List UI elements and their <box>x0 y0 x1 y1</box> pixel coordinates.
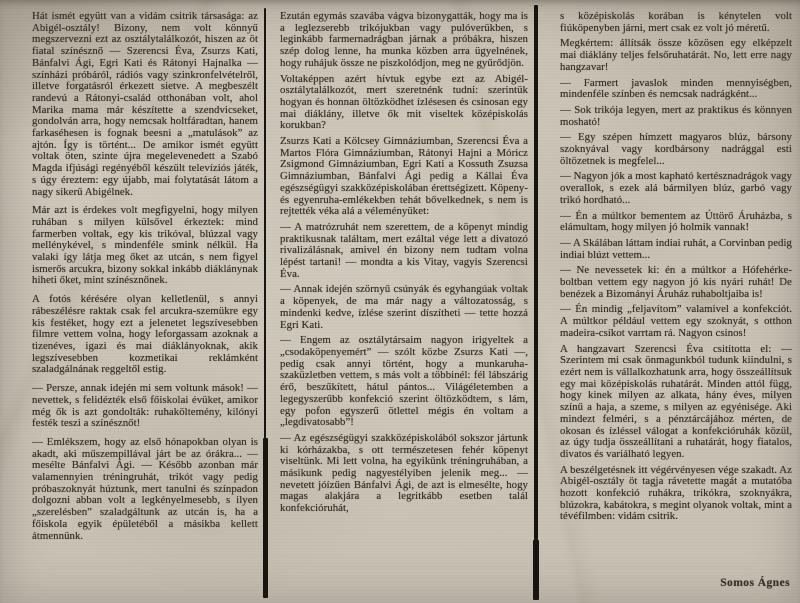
article-paragraph: Ezután egymás szavába vágva bizonygatták, hogy ma is a leglezserebb trikójukban vagy pulóverükben, s leginkább farmernadrágban járnak a próbákra, hiszen szép dolog lenne, ha munka közben arra ügyelnének, hogy ruhájuk össze ne piszkolódjon, meg ne gyűrődjön. <box>280 11 528 69</box>
column-divider-rule-2-thick <box>533 540 539 600</box>
article-paragraph: A hangzavart Szerencsi Éva csitította el: — Szerintem mi csak önmagunkból tudunk kiindulni, s ezért nem is vállalkozhatunk arra, hogy összeállítsuk egy mai középiskolás ruhatárát. Minden attól függ, hogy kinek milyen az alkata, hány éves, milyen színű a haja, a szeme, s milyen az egyénisége. Aki mindezt felméri, s a pénztárcájához mérten, de okosan és ízléssel válogat a konfekcióruhák közül, az úgy tudja összeállítani a ruhatárát, hogy fiatalos, divatos és variálható legyen. <box>560 342 792 460</box>
article-paragraph: — Nagyon jók a most kapható kertésznadrágok vagy overallok, s ezek alá bármilyen blúz, garbó vagy trikó hordható... <box>560 170 792 206</box>
article-paragraph: A beszélgetésnek itt végérvényesen vége szakadt. Az Abigél-osztály öt tagja rávetette magát a mutatóba hozott konfekció ruhákra, trikókra, szoknyákra, blúzokra, kabátokra, s megint olyanok voltak, mint a tévéfilmben: vidám csitrik. <box>560 463 792 523</box>
byline-author: Somos Ágnes <box>720 576 790 589</box>
article-paragraph: — Farmert javaslok minden mennyiségben, mindenféle színben és nemcsak nadrágként... <box>560 76 792 101</box>
article-paragraph: — Az egészségügyi szakközépiskolából sokszor jártunk ki kórházakba, s ott természetesen fehér köpenyt viseltünk. Mi lett volna, ha egyikünk tréningruhában, a másikunk pedig nagyestélyiben jelenik meg... — nevetett jóízűen Bánfalvi Ági, de azt is elmesélte, hogy magas alakjára a legritkább esetben talál konfekcióruhát, <box>280 431 528 515</box>
article-column-3 <box>560 11 792 603</box>
article-paragraph: Voltaképpen azért hívtuk egybe ezt az Abigél-osztálytalálkozót, mert szeretnénk tudni: szerintük hogyan és honnan öltözködhet ízlésesen és csinosan egy mai diáklány, illetve ők mit viseltek középiskolás korukban? <box>280 72 528 132</box>
article-paragraph: — Én mindig „feljavítom” valamivel a konfekciót. A múltkor például vettem egy szoknyát, s otthon madeira-csíkot varrtam rá. Nagyon csinos! <box>560 303 792 339</box>
column-divider-rule-1-thick <box>263 438 268 598</box>
article-paragraph: — A matrózruhát nem szerettem, de a köpenyt mindig praktikusnak találtam, mert ezáltal vége lett a divatozó rivalizálásnak, amivel én bizony nem tudtam volna lépést tartani! — mondta a kis Vitay, vagyis Szerencsi Éva. <box>280 220 528 280</box>
article-paragraph: Hát ismét együtt van a vidám csitrik társasága: az Abigél-osztály! Bizony, nem volt könnyű megszervezni ezt az osztálytalálkozót, hiszen az öt fiatal színésznő — Szerencsi Éva, Zsurzs Kati, Bánfalvi Ági, Egri Kati és Rátonyi Hajnalka — színházi próbáról, rádiós vagy szinkronfelvételről, illetve forgatásról érkezett sietve. A megbeszélt randevú a Rátonyi-család otthonában volt, ahol Marika mama már készítette a szendvicseket, gondolván arra, hogy nemcsak holtfáradtan, hanem farkaséhesen is fognak beesni a „matulások” az ajtón. Így is történt... De amikor ismét együtt voltak öten, szinte újra megelevenedett a Szabó Magda ifjúsági regényéből készült televíziós játék, s úgy éreztem: egy újabb, mai folytatását látom a nagy sikerű Abigélnek. <box>32 11 258 198</box>
article-paragraph: — Persze, annak idején mi sem voltunk mások! — nevettek, s felidézték első főiskolai évüket, amikor még ők is azt gondolták: ruhaköltemény, kilónyi festék teszi a színésznőt! <box>32 382 258 430</box>
article-paragraph: Már azt is érdekes volt megfigyelni, hogy milyen ruhában s milyen külsővel érkeztek: mind farmerben voltak, egy kis trikóval, blúzzal vagy mellénykével, s mindenféle smink nélkül. Ha valaki így látja meg őket az utcán, s nem figyel ismerős arcukra, bizony sokkal inkább diáklánynak hiheti őket, mint színésznőnek. <box>32 204 258 287</box>
article-paragraph: Megkértem: állítsák össze közösen egy elképzelt mai diáklány teljes felsőruhatárát. No, lett erre nagy hangzavar! <box>560 37 792 73</box>
article-paragraph: — Annak idején szörnyű csúnyák és egyhangúak voltak a köpenyek, de ma már nagy a változatosság, s mindenki kedve, ízlése szerint díszítheti — tette hozzá Egri Kati. <box>280 283 528 331</box>
article-paragraph: s középiskolás korában is kénytelen volt fiúköpenyben járni, mert csak ez volt jó méretű. <box>560 11 792 34</box>
article-paragraph: — Sok trikója legyen, mert az praktikus és könnyen mosható! <box>560 103 792 128</box>
column-divider-rule-2 <box>534 5 538 543</box>
article-paragraph: — A Skálában láttam indiai ruhát, a Corvinban pedig indiai blúzt vettem... <box>560 236 792 261</box>
article-paragraph: A fotós kérésére olyan kelletlenül, s annyi rábeszélésre raktak csak fel arcukra-szemükre egy kis festéket, hogy ezt a jelenetet legszívesebben filmre vettem volna, hogy leforgassam azoknak a tizenéves, igazi és mai diáklányoknak, akik legszívesebben kozmetikai reklámként szaladgálnának reggeltől estig. <box>32 293 258 376</box>
article-paragraph: Zsurzs Kati a Kölcsey Gimnáziumban, Szerencsi Éva a Martos Flóra Gimnáziumban, Rátonyi Hajni a Móricz Zsigmond Gimnáziumban, Egri Kati a Kossuth Zsuzsa Gimnáziumban, Bánfalvi Ági pedig a Kállai Éva egészségügyi szakközépiskolában érettségizett. Köpeny- és egyenruha-emlékekben tehát bővelkednek, s nem is rejtették véka alá a véleményüket: <box>280 135 528 218</box>
column-divider-rule-1 <box>264 8 266 440</box>
article-column-1 <box>32 11 258 603</box>
article-paragraph: — Ne nevessetek ki: én a múltkor a Hófehérke-boltban vettem egy nagyon jó kis nyári ruhát! De benézek a Bizományi Áruház ruhaboltjaiba is! <box>560 264 792 300</box>
article-paragraph: — Egy szépen hímzett magyaros blúz, bársony szoknyával vagy kordbársony nadrággal esti öltözetnek is megfelel... <box>560 131 792 167</box>
article-paragraph: — Én a múltkor bementem az Úttörő Áruházba, s elámultam, hogy milyen jó holmik vannak! <box>560 209 792 234</box>
article-column-2 <box>280 11 528 603</box>
article-paragraph: — Engem az osztálytársaim nagyon irigyeltek a „csodaköpenyemért” — szólt közbe Zsurzs Kati —, pedig csak annyi történt, hogy a munkaruha-szaküzletben vettem, s más volt a többinél: fél lábszárig érő, beszűkített, hátul pántos... Világéletemben a legegyszerűbb konfekció szerint öltözködtem, s lám, egy pofon egyszerű ötlettel mégis én voltam a „legdivatosabb”! <box>280 334 528 429</box>
article-paragraph: — Emlékszem, hogy az első hónapokban olyan is akadt, aki műszempillával járt be az órákra... — mesélte Bánfalvi Ági. — Később azonban már valamennyien tréningruhát, trikót vagy pedig próbaszoknyát húztunk, mert tanulni és színpadon dolgozni abban volt a legkényelmesebb, s ilyen „szerelésben” szaladgáltunk az utcán is, ha a főiskola egyik épületéből a másikba kellett átmennünk. <box>32 435 258 542</box>
